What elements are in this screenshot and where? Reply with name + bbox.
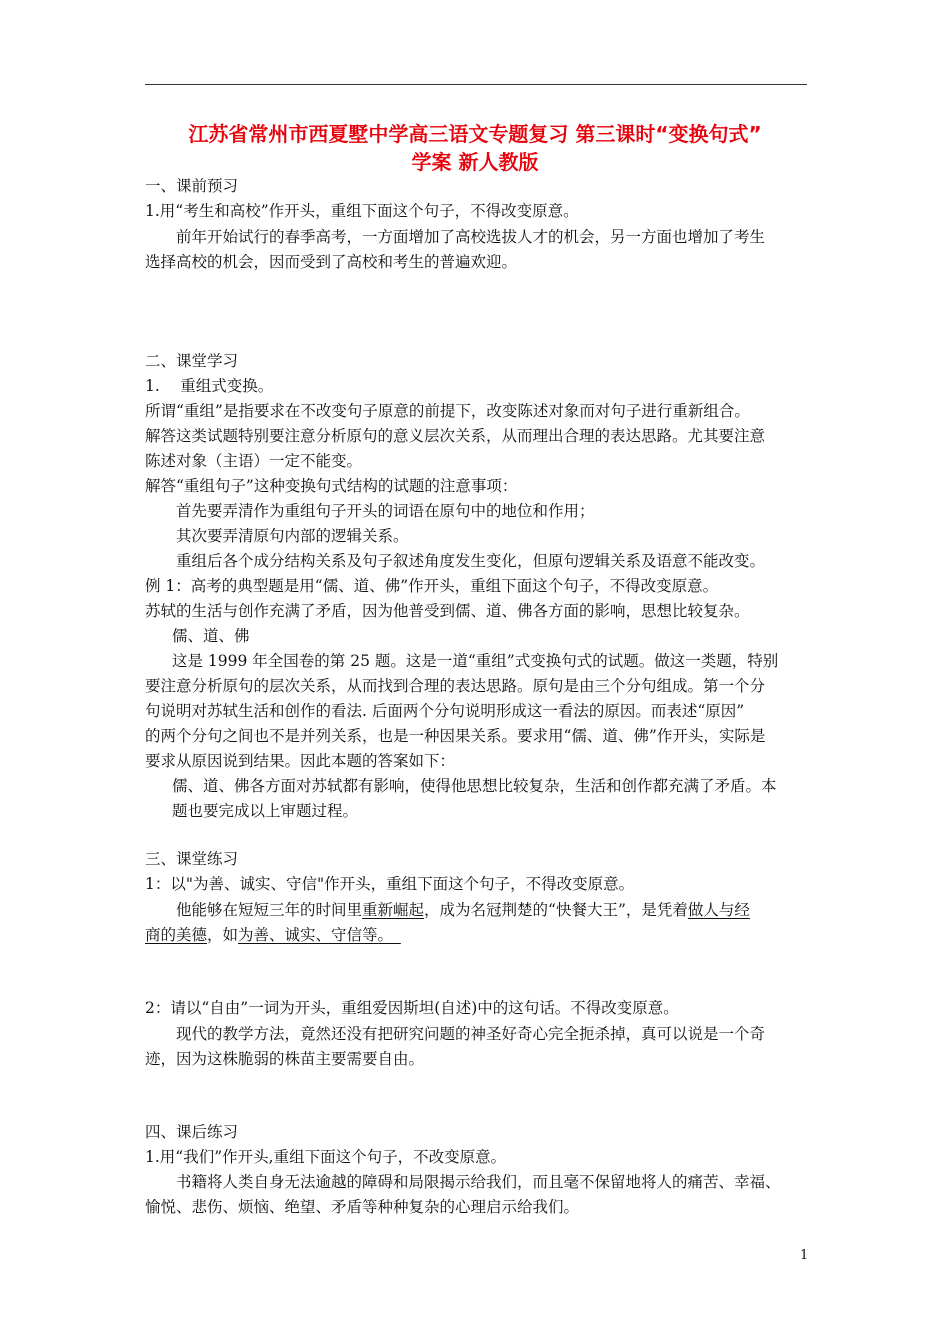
analysis-text: 句说明对苏轼生活和创作的看法. 后面两个分句说明形成这一看法的原因。而表述“原因” bbox=[145, 702, 745, 720]
note-item: 其次要弄清原句内部的逻辑关系。 bbox=[176, 527, 409, 545]
passage-text: 愉悦、悲伤、烦恼、绝望、矛盾等种种复杂的心理启示给我们。 bbox=[145, 1198, 580, 1216]
section-heading-preview: 一、课前预习 bbox=[145, 177, 239, 195]
sentence-part: ，如 bbox=[207, 926, 239, 944]
passage-text: 选择高校的机会，因而受到了高校和考生的普遍欢迎。 bbox=[145, 253, 518, 271]
section-heading-class-study: 二、课堂学习 bbox=[145, 352, 239, 370]
example-question: 例 1：高考的典型题是用“儒、道、佛”作开头，重组下面这个句子，不得改变原意。 bbox=[145, 577, 719, 595]
analysis-text: 这是 1999 年全国卷的第 25 题。这是一道“重组”式变换句式的试题。做这一类题，特别 bbox=[172, 652, 779, 670]
underlined-phrase: 做人与经 bbox=[687, 901, 750, 919]
underlined-phrase: 为善、诚实、守信等。 bbox=[238, 926, 401, 944]
example-sentence: 苏轼的生活与创作充满了矛盾，因为他普受到儒、道、佛各方面的影响，思想比较复杂。 bbox=[145, 602, 750, 620]
answer-text: 儒、道、佛各方面对苏轼都有影响，使得他思想比较复杂，生活和创作都充满了矛盾。本 bbox=[172, 777, 777, 795]
document-title-line1: 江苏省常州市西夏墅中学高三语文专题复习 第三课时“变换句式” bbox=[188, 122, 762, 146]
passage-text: 现代的教学方法，竟然还没有把研究问题的神圣好奇心完全扼杀掉，真可以说是一个奇 bbox=[176, 1025, 766, 1043]
section-heading-homework: 四、课后练习 bbox=[145, 1123, 239, 1141]
passage-text: 书籍将人类自身无法逾越的障碍和局限揭示给我们，而且毫不保留地将人的痛苦、幸福、 bbox=[176, 1173, 781, 1191]
example-start-words: 儒、道、佛 bbox=[172, 627, 250, 645]
section-heading-class-exercise: 三、课堂练习 bbox=[145, 850, 239, 868]
homework-question: 1.用“我们”作开头,重组下面这个句子，不改变原意。 bbox=[145, 1148, 507, 1166]
question-text: 1.用“考生和高校”作开头，重组下面这个句子，不得改变原意。 bbox=[145, 202, 579, 220]
analysis-text: 要注意分析原句的层次关系，从而找到合理的表达思路。原句是由三个分句组成。第一个分 bbox=[145, 677, 766, 695]
underlined-phrase: 重新崛起 bbox=[362, 901, 425, 919]
exercise-sentence-line2 bbox=[145, 924, 401, 946]
analysis-text: 要求从原因说到结果。因此本题的答案如下： bbox=[145, 752, 456, 770]
sentence-part: ，成为名冠荆楚的“快餐大王”，是凭着 bbox=[424, 901, 688, 919]
definition-text: 所谓“重组”是指要求在不改变句子原意的前提下，改变陈述对象而对句子进行重新组合。 bbox=[145, 402, 750, 420]
exercise-question: 1：以"为善、诚实、守信"作开头，重组下面这个句子，不得改变原意。 bbox=[145, 875, 635, 893]
passage-text: 迹，因为这株脆弱的株苗主要需要自由。 bbox=[145, 1050, 425, 1068]
document-title-line2: 学案 新人教版 bbox=[411, 150, 539, 174]
passage-text: 前年开始试行的春季高考，一方面增加了高校选拔人才的机会，另一方面也增加了考生 bbox=[176, 228, 766, 246]
notes-intro: 解答“重组句子”这种变换句式结构的试题的注意事项： bbox=[145, 477, 518, 495]
note-item: 重组后各个成分结构关系及句子叙述角度发生变化，但原句逻辑关系及语意不能改变。 bbox=[176, 552, 766, 570]
header-rule bbox=[145, 84, 807, 85]
answer-text: 题也要完成以上审题过程。 bbox=[172, 802, 359, 820]
underlined-phrase: 商的美德 bbox=[145, 926, 208, 944]
sentence-part: 他能够在短短三年的时间里 bbox=[176, 901, 363, 919]
note-item: 首先要弄清作为重组句子开头的词语在原句中的地位和作用； bbox=[176, 502, 595, 520]
analysis-text: 的两个分句之间也不是并列关系，也是一种因果关系。要求用“儒、道、佛”作开头，实际是 bbox=[145, 727, 766, 745]
definition-text: 解答这类试题特别要注意分析原句的意义层次关系，从而理出合理的表达思路。尤其要注意 bbox=[145, 427, 766, 445]
page-number: 1 bbox=[800, 1248, 809, 1263]
exercise-question: 2：请以“自由”一词为开头，重组爱因斯坦(自述)中的这句话。不得改变原意。 bbox=[145, 999, 679, 1017]
item-heading: 1. 重组式变换。 bbox=[145, 377, 274, 395]
exercise-sentence-line1 bbox=[176, 899, 750, 921]
definition-text: 陈述对象（主语）一定不能变。 bbox=[145, 452, 363, 470]
